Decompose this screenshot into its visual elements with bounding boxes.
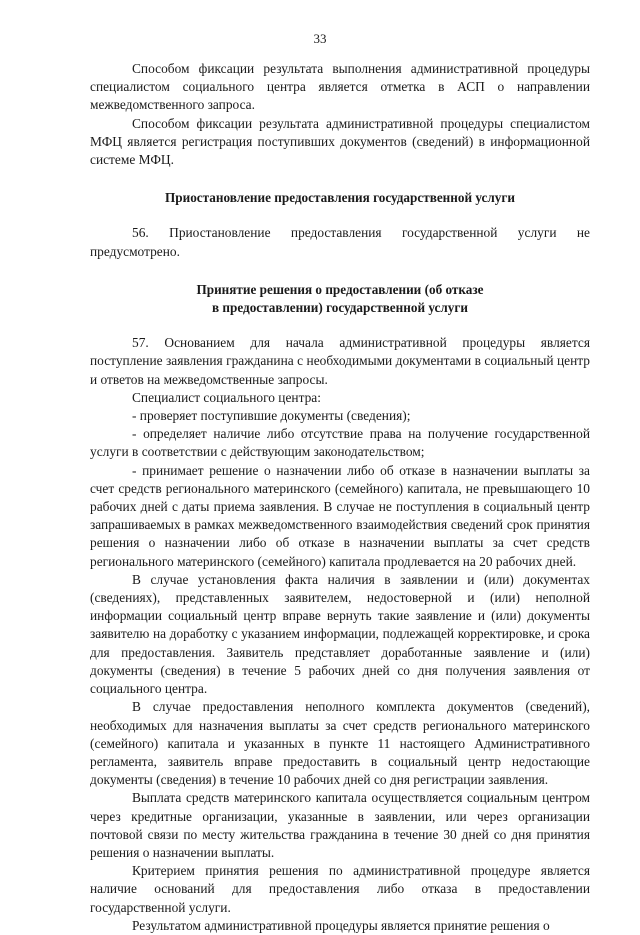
paragraph-criterion: Критерием принятия решения по административной процедуре является наличие оснований для предоставления либо отказа в предоставлении государственной услуги. xyxy=(90,863,590,915)
paragraph-payment: Выплата средств материнского капитала осуществляется социальным центром через кредитные организации, указанные в заявлении, или через организации почтовой связи по месту жительства гражданина в течение 30 дней со дня принятия решения о назначении выплаты. xyxy=(90,790,590,860)
paragraph-result: Результатом административной процедуры является принятие решения о xyxy=(132,917,550,933)
paragraph-fixation-social-center: Способом фиксации результата выполнения административной процедуры специалистом социального центра является отметка в АСП о направлении межведомственного запроса. xyxy=(90,61,590,113)
paragraph-fixation-mfc: Способом фиксации результата административной процедуры специалистом МФЦ является регистрация поступивших документов (сведений) в информационной системе МФЦ. xyxy=(90,115,590,168)
heading-decision-line-1: Принятие решения о предоставлении (об отказе xyxy=(196,281,484,297)
paragraph-56: 56. Приостановление предоставления государственной услуги не предусмотрено. xyxy=(90,225,590,259)
heading-decision-line-2: в предоставлении) государственной услуги xyxy=(212,300,468,316)
heading-decision xyxy=(90,281,590,317)
paragraph-57: 57. Основанием для начала административной процедуры является поступление заявления гражданина с необходимыми документами в социальный центр и ответов на межведомственные запросы. xyxy=(90,335,590,387)
paragraph-specialist-intro: Специалист социального центра: xyxy=(132,389,321,405)
page-number: 33 xyxy=(313,31,327,46)
heading-suspension: Приостановление предоставления государственной услуги xyxy=(165,190,515,206)
page-content xyxy=(90,60,590,935)
paragraph-incomplete-set: В случае предоставления неполного комплекта документов (сведений), необходимых для назначения выплаты за счет средств регионального материнского (семейного) капитала и указанных в пункте 11 настоящего Административного регламента, заявитель вправе предоставить в социальный центр недостающие документы (сведения) в течение 10 рабочих дней со дня регистрации заявления. xyxy=(90,699,590,788)
list-item-determines-right: - определяет наличие либо отсутствие права на получение государственной услуги в соответствии с действующим законодательством; xyxy=(90,426,590,460)
list-item-makes-decision: - принимает решение о назначении либо об отказе в назначении выплаты за счет средств регионального материнского (семейного) капитала, не превышающего 10 рабочих дней с даты приема заявления. В случае не поступления в социальный центр запрашиваемых в рамках межведомственного взаимодействия сведений срок принятия решения о назначении либо об отказе в назначении выплаты за счет средств регионального материнского (семейного) капитала продлевается на 20 рабочих дней. xyxy=(90,462,590,569)
list-item-checks-documents: - проверяет поступившие документы (сведения); xyxy=(132,408,411,424)
paragraph-inaccurate-info: В случае установления факта наличия в заявлении и (или) документах (сведениях), представленных заявителем, недостоверной и (или) неполной информации социальный центр вправе вернуть такие заявление и (или) документы заявителю на доработку с указанием информации, подлежащей корректировке, и срока для предоставления. Заявитель представляет доработанные заявление и (или) документы (сведения) в течение 5 рабочих дней со дня получения заявления от социального центра. xyxy=(90,571,590,697)
